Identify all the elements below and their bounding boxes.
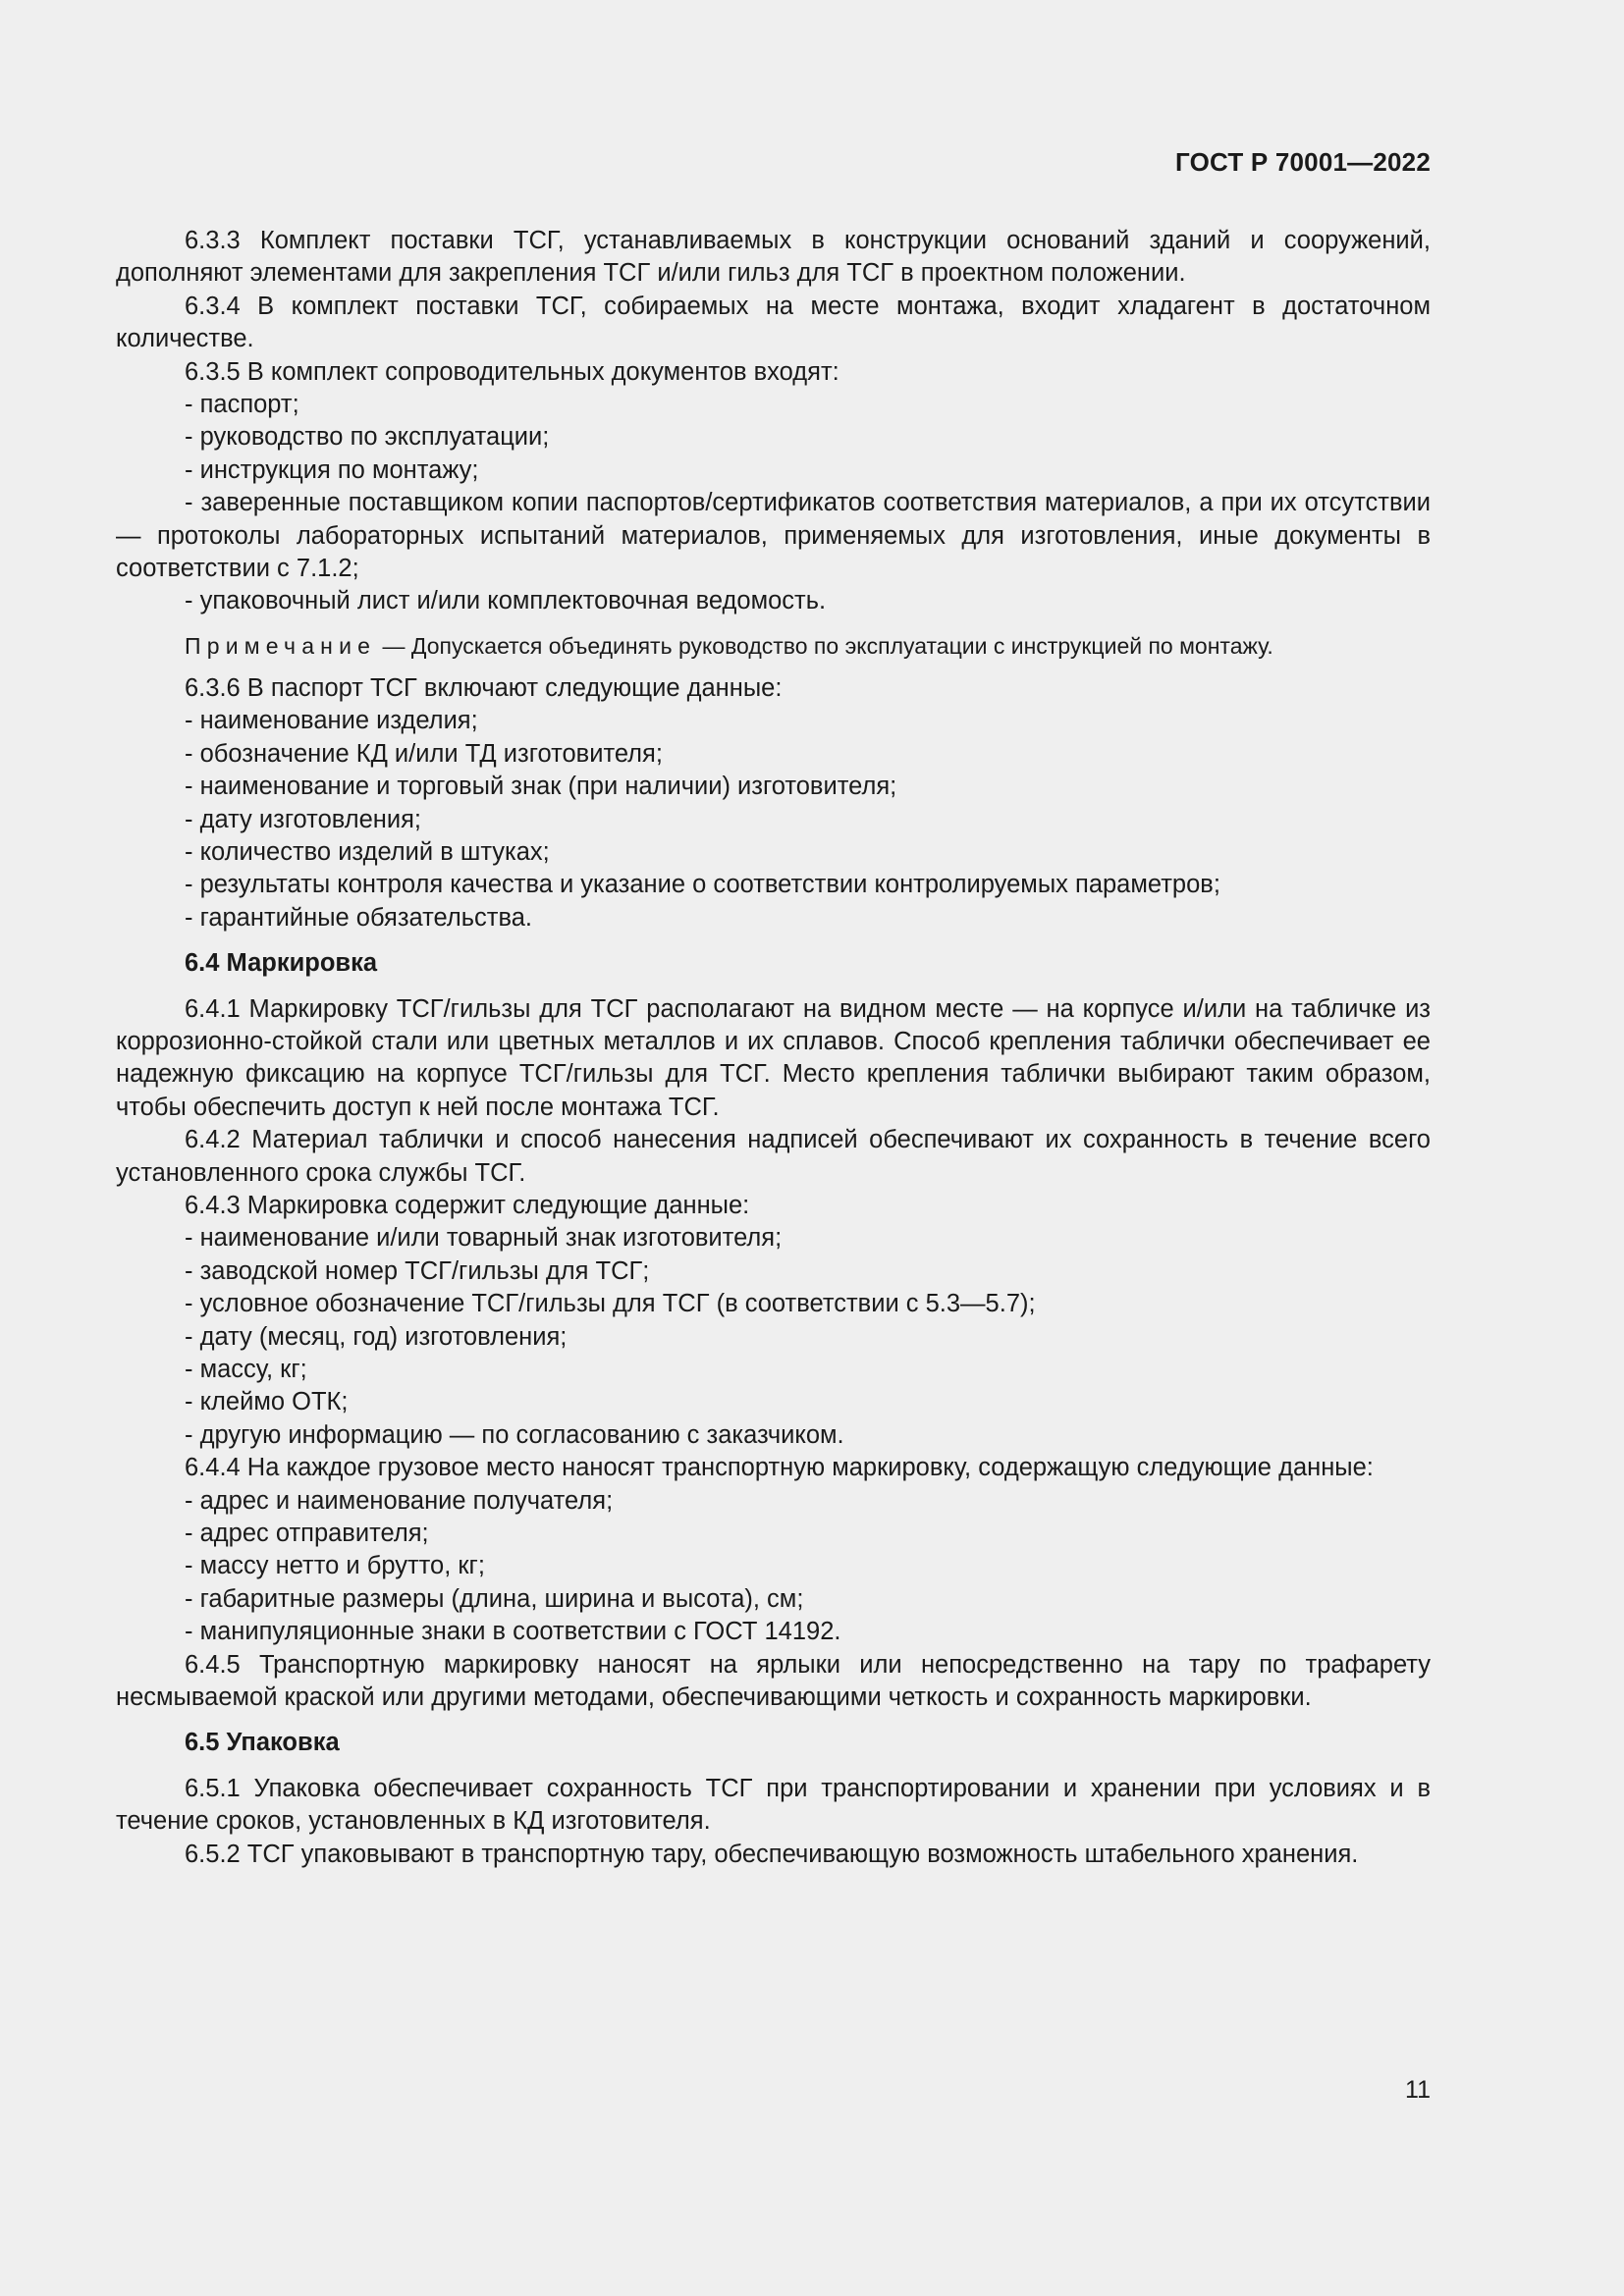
- paragraph-6-5-2: 6.5.2 ТСГ упаковывают в транспортную тару, обеспечивающую возможность штабельного хранения.: [185, 1840, 1359, 1868]
- paragraph-6-3-5: 6.3.5 В комплект сопроводительных документов входят:: [185, 357, 839, 386]
- document-body: [116, 225, 1431, 1871]
- list-item: - условное обозначение ТСГ/гильзы для ТСГ (в соответствии с 5.3—5.7);: [185, 1290, 1036, 1318]
- list-item: - адрес отправителя;: [185, 1520, 429, 1548]
- list-transport-marking: [116, 1485, 1431, 1649]
- paragraph-6-5-1: 6.5.1 Упаковка обеспечивает сохранность ТСГ при транспортировании и хранении при условиях и в течение сроков, установленных в КД изготовителя.: [116, 1774, 1431, 1836]
- list-item: - заверенные поставщиком копии паспортов/сертификатов соответствия материалов, а при их отсутствии — протоколы лабораторных испытаний материалов, применяемых для изготовления, иные документы в соответствии с 7.1.2;: [116, 489, 1431, 583]
- list-documents: [116, 389, 1431, 618]
- list-item: - наименование и торговый знак (при наличии) изготовителя;: [185, 773, 897, 801]
- list-item: - массу нетто и брутто, кг;: [185, 1552, 485, 1580]
- list-item: - количество изделий в штуках;: [185, 837, 550, 866]
- paragraph-6-4-3: 6.4.3 Маркировка содержит следующие данные:: [185, 1191, 750, 1219]
- list-item: - упаковочный лист и/или комплектовочная ведомость.: [185, 587, 827, 615]
- paragraph-6-4-1: 6.4.1 Маркировку ТСГ/гильзы для ТСГ располагают на видном месте — на корпусе и/или на табличке из коррозионно-стойкой стали или цветных металлов и их сплавов. Способ крепления таблички обеспечивает ее надежную фиксацию на корпусе ТСГ/гильзы для ТСГ. Место крепления таблички выбирают таким образом, чтобы обеспечить доступ к ней после монтажа ТСГ.: [116, 994, 1431, 1121]
- list-item: - дату изготовления;: [185, 805, 421, 833]
- list-item: - наименование изделия;: [185, 707, 478, 735]
- document-code-header: ГОСТ Р 70001—2022: [1175, 147, 1431, 177]
- list-item: - другую информацию — по согласованию с заказчиком.: [185, 1420, 844, 1449]
- note: [116, 629, 1431, 663]
- list-item: - обозначение КД и/или ТД изготовителя;: [185, 739, 663, 768]
- list-marking-data: [116, 1222, 1431, 1452]
- note-label: Примечание: [185, 632, 377, 659]
- list-item: - инструкция по монтажу;: [185, 455, 479, 484]
- paragraph-6-4-2: 6.4.2 Материал таблички и способ нанесения надписей обеспечивают их сохранность в течение всего установленного срока службы ТСГ.: [116, 1126, 1431, 1187]
- section-heading-6-4: 6.4 Маркировка: [185, 949, 378, 978]
- list-item: - наименование и/или товарный знак изготовителя;: [185, 1224, 783, 1253]
- list-item: - заводской номер ТСГ/гильзы для ТСГ;: [185, 1256, 650, 1285]
- paragraph-6-4-5: 6.4.5 Транспортную маркировку наносят на ярлыки или непосредственно на тару по трафарету несмываемой краской или другими методами, обеспечивающими четкость и сохранность маркировки.: [116, 1650, 1431, 1712]
- list-item: - адрес и наименование получателя;: [185, 1486, 614, 1515]
- list-item: - гарантийные обязательства.: [185, 903, 532, 932]
- list-item: - результаты контроля качества и указание о соответствии контролируемых параметров;: [185, 871, 1220, 899]
- paragraph-6-3-6: 6.3.6 В паспорт ТСГ включают следующие данные:: [185, 673, 783, 702]
- list-item: - габаритные размеры (длина, ширина и высота), см;: [185, 1584, 804, 1613]
- page-number: 11: [1405, 2076, 1431, 2104]
- list-item: - дату (месяц, год) изготовления;: [185, 1322, 568, 1351]
- list-item: - паспорт;: [185, 391, 299, 419]
- paragraph-6-3-3: 6.3.3 Комплект поставки ТСГ, устанавливаемых в конструкции оснований зданий и сооружений, дополняют элементами для закрепления ТСГ и/или гильз для ТСГ в проектном положении.: [116, 227, 1431, 288]
- section-heading-6-5: 6.5 Упаковка: [185, 1729, 340, 1757]
- list-item: - манипуляционные знаки в соответствии с ГОСТ 14192.: [185, 1618, 841, 1646]
- list-item: - руководство по эксплуатации;: [185, 423, 550, 452]
- paragraph-6-4-4: 6.4.4 На каждое грузовое место наносят транспортную маркировку, содержащую следующие данные:: [185, 1454, 1374, 1482]
- note-text: — Допускается объединять руководство по эксплуатации с инструкцией по монтажу.: [376, 632, 1273, 659]
- list-item: - массу, кг;: [185, 1356, 307, 1383]
- paragraph-6-3-4: 6.3.4 В комплект поставки ТСГ, собираемых на месте монтажа, входит хладагент в достаточном количестве.: [116, 292, 1431, 353]
- list-item: - клеймо ОТК;: [185, 1388, 349, 1416]
- list-passport-data: [116, 705, 1431, 934]
